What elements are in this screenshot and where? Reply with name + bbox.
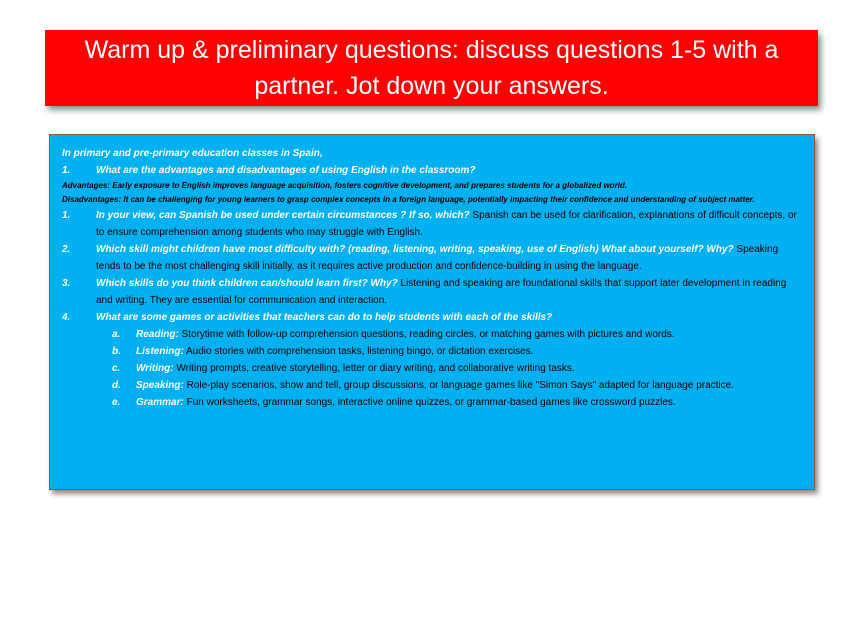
- activity-text: Audio stories with comprehension tasks, listening bingo, or dictation exercises.: [183, 346, 534, 357]
- activity-label: Writing:: [136, 363, 174, 374]
- activity-text: Role-play scenarios, show and tell, group discussions, or language games like "Simon Says" adapted for language practice.: [183, 380, 734, 391]
- item-question: What are some games or activities that teachers can do to help students with each of the skills?: [96, 312, 553, 323]
- list-item: [62, 309, 802, 326]
- activity-text: Writing prompts, creative storytelling, letter or diary writing, and collaborative writing tasks.: [173, 363, 575, 374]
- activity-item: [62, 326, 802, 343]
- intro-text: In primary and pre-primary education classes in Spain,: [62, 148, 323, 159]
- title-banner: [45, 30, 818, 106]
- disadvantages-text: Disadvantages: It can be challenging for young learners to grasp complex concepts in a foreign language, potentially impacting their confidence and understanding of subject matter.: [62, 195, 755, 204]
- item-number: 2.: [62, 244, 71, 255]
- activity-letter: d.: [112, 380, 121, 391]
- activity-label: Grammar:: [136, 397, 184, 408]
- item-question: In your view, can Spanish be used under certain circumstances ? If so, which?: [96, 210, 470, 221]
- activity-item: [62, 343, 802, 360]
- question-1-text: What are the advantages and disadvantages of using English in the classroom?: [96, 165, 476, 176]
- question-1-row: [62, 162, 802, 179]
- item-question: Which skill might children have most difficulty with? (reading, listening, writing, speaking, use of English) What about yourself? Why?: [96, 244, 734, 255]
- list-item: [62, 241, 802, 275]
- activity-item: [62, 394, 802, 411]
- item-answer: Listening and speaking are foundational skills that support later development in reading and writing. They are essential for communication and interaction.: [96, 278, 787, 306]
- activity-letter: e.: [112, 397, 121, 408]
- item-question: Which skills do you think children can/should learn first? Why?: [96, 278, 398, 289]
- activity-letter: b.: [112, 346, 121, 357]
- list-item: [62, 275, 802, 309]
- page-title: Warm up & preliminary questions: discuss questions 1-5 with a partner. Jot down your answers.: [84, 36, 779, 100]
- activity-label: Speaking:: [136, 380, 184, 391]
- activity-label: Reading:: [136, 329, 179, 340]
- activity-item: [62, 377, 802, 394]
- activity-letter: a.: [112, 329, 121, 340]
- content-panel: [49, 134, 815, 490]
- activity-letter: c.: [112, 363, 121, 374]
- activity-text: Fun worksheets, grammar songs, interactive online quizzes, or grammar-based games like crossword puzzles.: [183, 397, 676, 408]
- item-answer: Spanish can be used for clarification, explanations of difficult concepts, or to ensure comprehension among students who may struggle with English.: [96, 210, 797, 238]
- question-1-number: 1.: [62, 165, 71, 176]
- activity-label: Listening:: [136, 346, 184, 357]
- activity-text: Storytime with follow-up comprehension questions, reading circles, or matching games with pictures and words.: [178, 329, 675, 340]
- item-number: 1.: [62, 210, 71, 221]
- advantages-text: Advantages: Early exposure to English improves language acquisition, fosters cognitive development, and prepares students for a globalized world.: [62, 181, 628, 190]
- item-number: 3.: [62, 278, 71, 289]
- list-item: [62, 207, 802, 241]
- item-answer: Speaking tends to be the most challenging skill initially, as it requires active production and confidence-building in using the language.: [96, 244, 779, 272]
- item-number: 4.: [62, 312, 71, 323]
- activity-item: [62, 360, 802, 377]
